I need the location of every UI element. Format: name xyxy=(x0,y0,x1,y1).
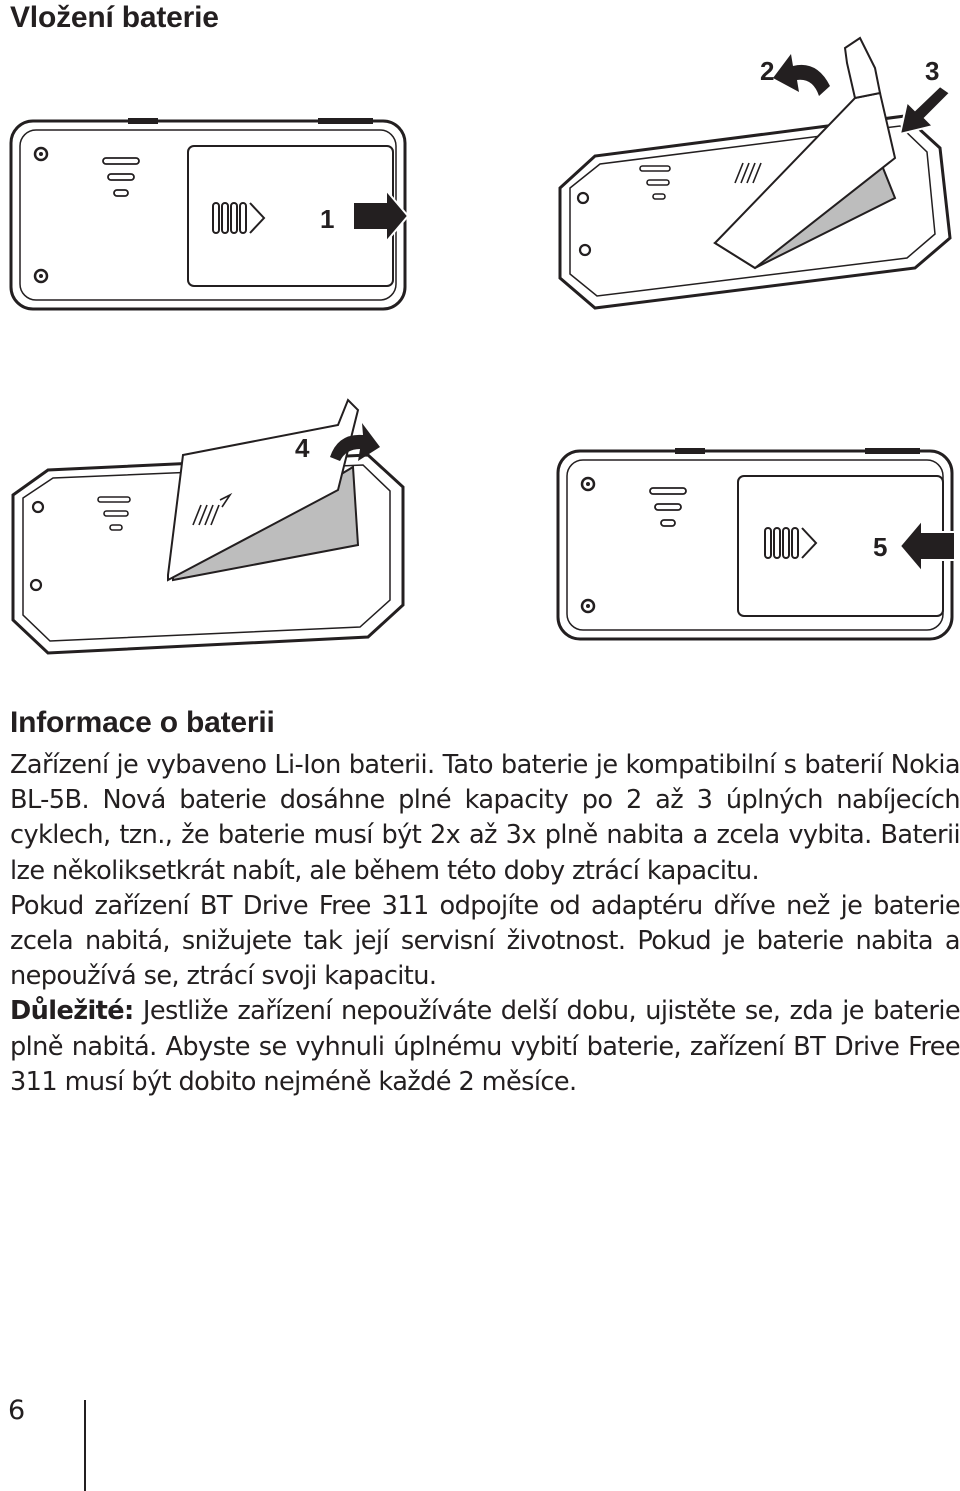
device-open-illustration xyxy=(555,38,955,313)
arrow-diagonal-icon xyxy=(900,86,950,134)
device-closed-illustration xyxy=(555,448,955,643)
important-text: Jestliže zařízení nepoužíváte delší dobu, ujistěte se, zda je baterie plně nabitá. Abyste se vyhnuli úplnému vybití baterie, zařízení BT Drive Free 311 musí být dobito nejméně každé 2 měsíce. xyxy=(10,996,960,1097)
device-closing-illustration xyxy=(8,395,408,655)
screw-icon xyxy=(580,245,590,255)
screw-icon xyxy=(578,193,588,203)
figure-step-5 xyxy=(555,448,955,643)
footer-divider xyxy=(84,1400,86,1491)
screw-icon xyxy=(31,580,41,590)
device-closed-illustration xyxy=(8,118,408,313)
paragraph: Pokud zařízení BT Drive Free 311 odpojíte od adaptéru dříve než je baterie zcela nabitá, snižujete tak její servisní životnost. Pokud je baterie nabita a nepoužívá se, ztrácí svoji kapacitu. xyxy=(10,890,960,992)
important-label: Důležité: xyxy=(10,996,134,1027)
important-note xyxy=(10,994,960,1100)
step-1-label: 1 xyxy=(320,204,335,234)
page-number: 6 xyxy=(8,1395,26,1426)
paragraph: Zařízení je vybaveno Li-Ion baterii. Tato baterie je kompatibilní s baterií Nokia BL-5B. Nová baterie dosáhne plné kapacity po 2 až 3 úplných nabíjecích cyklech, tzn., že baterie musí být 2x až 3x plně nabita a zcela vybita. Baterii lze několiksetkrát nabít, ale během této doby ztrácí kapacitu. xyxy=(10,750,960,886)
step-5-label: 5 xyxy=(873,532,888,562)
section-title-battery-info: Informace o baterii xyxy=(10,706,275,739)
step-2-label: 2 xyxy=(760,56,775,86)
step-3-label: 3 xyxy=(925,56,940,86)
arrow-curved-icon xyxy=(773,54,830,96)
figure-step-1 xyxy=(8,118,408,313)
screw-icon xyxy=(33,502,43,512)
section-title-insert-battery: Vložení baterie xyxy=(10,1,219,34)
battery-info-text xyxy=(10,748,960,1100)
step-4-label: 4 xyxy=(295,433,310,463)
figure-step-4 xyxy=(8,395,408,655)
figure-steps-2-3 xyxy=(555,38,955,313)
